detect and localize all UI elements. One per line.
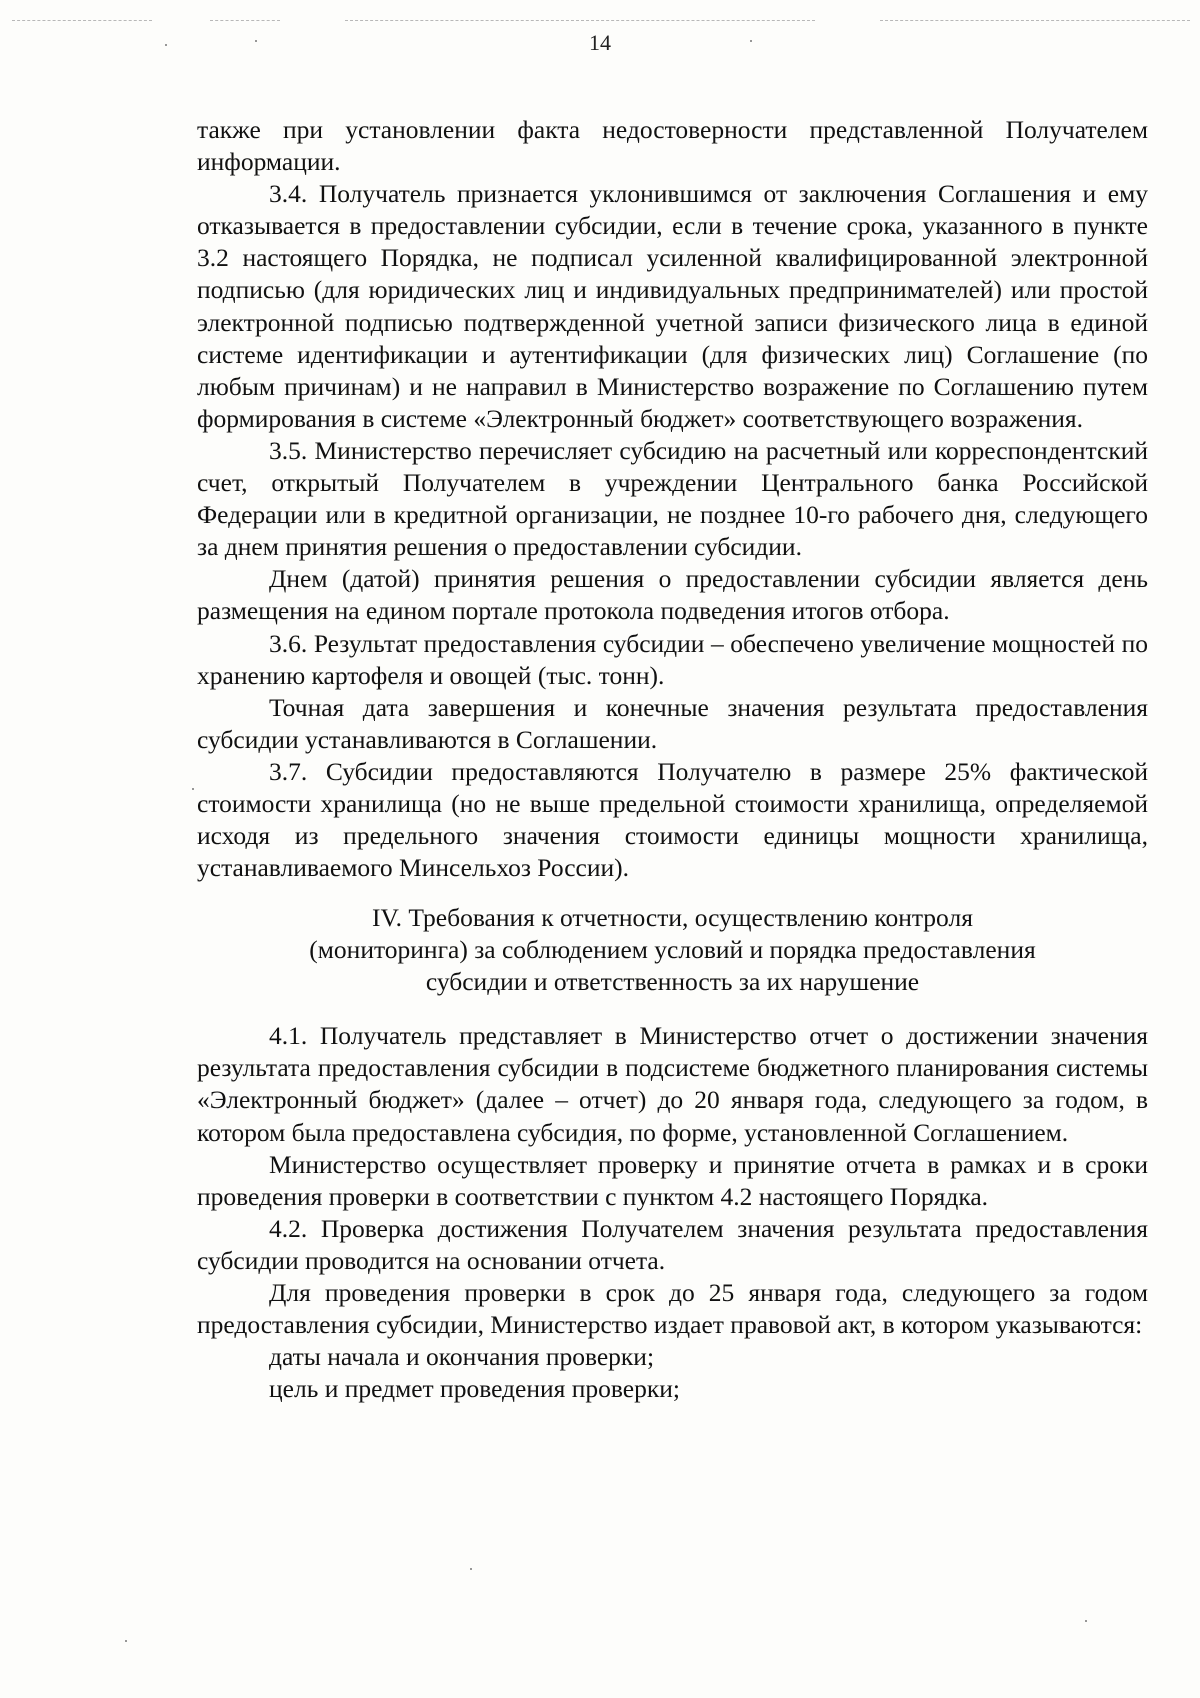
section-heading	[197, 902, 1148, 998]
paragraph-3-4: 3.4. Получатель признается уклонившимся от заключения Соглашения и ему отказывается в предоставлении субсидии, если в течение срока, указанного в пункте 3.2 настоящего Порядка, не подписал усиленной квалифицированной электронной подписью (для юридических лиц и индивидуальных предпринимателей) или простой электронной подписью подтвержденной учетной записи физического лица в единой системе идентификации и аутентификации (для физических лиц) Соглашение (по любым причинам) и не направил в Министерство возражение по Соглашению путем формирования в системе «Электронный бюджет» соответствующего возражения.	[197, 179, 1148, 433]
section-heading-line: IV. Требования к отчетности, осуществлению контроля	[372, 903, 973, 933]
document-body	[197, 114, 1148, 1405]
paragraph-3-6: 3.6. Результат предоставления субсидии – обеспечено увеличение мощностей по хранению картофеля и овощей (тыс. тонн).	[197, 628, 1148, 690]
list-item: цель и предмет проведения проверки;	[269, 1374, 680, 1404]
paragraph: Министерство осуществляет проверку и принятие отчета в рамках и в сроки проведения проверки в соответствии с пунктом 4.2 настоящего Порядка.	[197, 1149, 1148, 1211]
scan-artifact-line	[880, 20, 1190, 21]
scan-artifact-line	[345, 20, 815, 21]
scan-artifact-line	[210, 20, 280, 21]
section-heading-line: субсидии и ответственность за их нарушение	[425, 967, 920, 997]
scan-speck	[192, 788, 194, 790]
paragraph-4-2: 4.2. Проверка достижения Получателем значения результата предоставления субсидии проводится на основании отчета.	[197, 1213, 1148, 1275]
paragraph-4-1: 4.1. Получатель представляет в Министерство отчет о достижении значения результата предоставления субсидии в подсистеме бюджетного планирования системы «Электронный бюджет» (далее – отчет) до 20 января года, следующего за годом, в котором была предоставлена субсидия, по форме, установленной Соглашением.	[197, 1021, 1148, 1147]
paragraph-3-7: 3.7. Субсидии предоставляются Получателю в размере 25% фактической стоимости хранилища (но не выше предельной стоимости хранилища, определяемой исходя из предельного значения стоимости единицы мощности хранилища, устанавливаемого Минсельхоз России).	[197, 756, 1148, 883]
page-number: 14	[589, 30, 611, 55]
scan-artifact-line	[12, 20, 152, 21]
scan-speck	[470, 1568, 472, 1570]
section-heading-line: (мониторинга) за соблюдением условий и порядка предоставления	[309, 935, 1036, 965]
paragraph: Днем (датой) принятия решения о предоставлении субсидии является день размещения на едином портале протокола подведения итогов отбора.	[197, 564, 1148, 626]
paragraph: также при установлении факта недостоверности представленной Получателем информации.	[197, 115, 1148, 177]
paragraph: Точная дата завершения и конечные значения результата предоставления субсидии устанавливаются в Соглашении.	[197, 692, 1148, 754]
scan-speck	[1085, 1620, 1087, 1622]
paragraph: Для проведения проверки в срок до 25 января года, следующего за годом предоставления субсидии, Министерство издает правовой акт, в котором указываются:	[197, 1278, 1148, 1340]
paragraph-3-5: 3.5. Министерство перечисляет субсидию на расчетный или корреспондентский счет, открытый Получателем в учреждении Центрального банка Российской Федерации или в кредитной организации, не позднее 10-го рабочего дня, следующего за днем принятия решения о предоставлении субсидии.	[197, 435, 1148, 562]
scan-speck	[125, 1640, 127, 1642]
list-item: даты начала и окончания проверки;	[269, 1342, 655, 1372]
